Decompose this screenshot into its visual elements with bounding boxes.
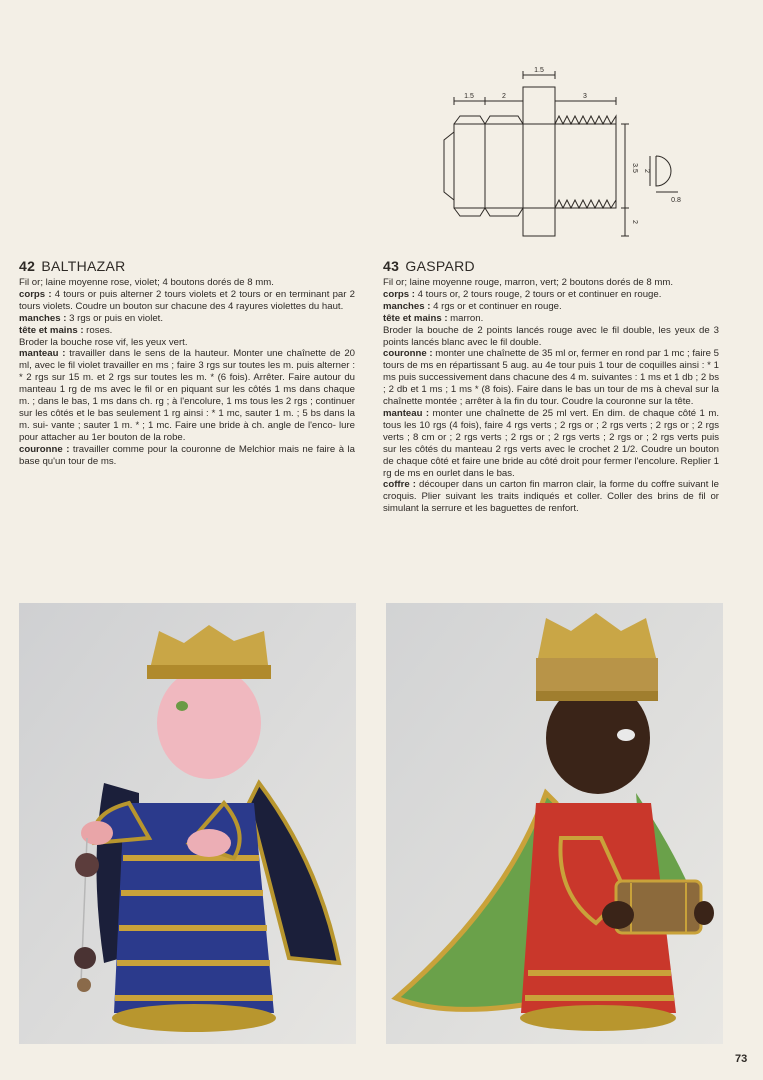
section-text: Broder la bouche rose vif, les yeux vert. [19,336,188,348]
section-text: 3 rgs or puis en violet. [66,312,163,324]
dim-side-b: 2 [631,220,638,224]
box-pattern-diagram [430,60,700,250]
balthazar-manches [19,313,355,325]
dim-small-b: 0.8 [671,197,681,204]
gaspard-coffre [383,479,719,515]
section-text: monter une chaînette de 35 ml or, fermer en rond par 1 mc ; faire 5 tours de ms en répartissant 5 aug. au 4e tour puis 1 tour de coquilles ainsi : * 1 ms puis successivement dans chacune des 4 m. suivantes : 1 ms et 1 db ; 2 bs ; 2 db et 1 ms ; 1 ms * (8 fois). Faire dans le bas un tour de ms à cheval sur la chaînette montée ; arrêter à la fin du tour. Coudre la couronne sur la tête. [383,348,719,408]
gaspard-tete-mains [383,313,719,325]
gaspard-manteau [383,408,719,479]
balthazar-name: BALTHAZAR [41,258,126,274]
gaspard-heading [383,258,719,274]
dim-left-a: 1.5 [464,93,474,100]
balthazar-manteau [19,348,355,443]
dim-side-a: 3.5 [631,163,638,173]
section-text: travailler dans le sens de la hauteur. Monter une chaînette de 20 ml, avec le fil violet travailler en ms ; faire 3 rgs sur toutes les m. puis alterner : * 2 rgs sur 15 m. et 2 rgs sur toutes les m. * (6 fois). Arrêter. Faire autour du manteau 1 rg de ms avec le fil or en piquant sur les côtés 1 ms dans chaque m. ; dans le bas, 1 ms dans ch. rg ; à l'encolure, 1 ms tous les 2 rgs ; continuer sur les côtés et le bas seulement 1 rg ainsi : * 1 mc, sauter 1 m. ; 5 bs dans la m. sui- vante ; sauter 1 m. * ; 1 mc. Faire une bride à ch. angle de l'enco- lure pour attacher au 1er bouton de la robe. [19,348,355,443]
balthazar-doll-illustration [19,603,356,1044]
balthazar-tete-mains [19,325,355,337]
section-text: travailler comme pour la couronne de Melchior mais ne faire à la base qu'un tour de ms. [19,443,355,467]
balthazar-corps [19,289,355,313]
balthazar-photo [19,603,356,1044]
section-label: tête et mains : [19,324,84,336]
section-text: Broder la bouche de 2 points lancés rouge avec le fil double, les yeux de 3 points lancés blanc avec le fil double. [383,324,719,348]
gaspard-couronne [383,348,719,408]
section-label: couronne : [383,348,433,360]
gaspard-manches [383,301,719,313]
section-label: tête et mains : [383,312,448,324]
section-text: marron. [447,312,484,324]
dim-small-a: 2 [643,169,650,173]
section-label: coffre : [383,479,416,491]
gaspard-intro: Fil or; laine moyenne rouge, marron, vert; 2 boutons dorés de 8 mm. [383,277,674,288]
balthazar-number: 42 [19,258,36,274]
section-text: découper dans un carton fin marron clair, la forme du coffre suivant le croquis. Plier suivant les traits indiqués et coller. Coller des brins de fil or simulant la serrure et les baguettes de renfort. [383,479,719,515]
section-text: roses. [83,324,113,336]
gaspard-photo [386,603,723,1044]
balthazar-broder [19,337,355,349]
balthazar-intro: Fil or; laine moyenne rose, violet; 4 boutons dorés de 8 mm. [19,277,274,288]
balthazar-instructions [19,258,355,468]
gaspard-number: 43 [383,258,400,274]
section-label: corps : [383,288,415,300]
section-text: 4 tours or puis alterner 2 tours violets et 2 tours or en terminant par 2 tours violets. Coudre un bouton sur chacune des 4 rayures violettes du haut. [19,288,355,312]
section-label: manches : [19,312,67,324]
gaspard-name: GASPARD [405,258,475,274]
dim-right: 3 [583,93,587,100]
gaspard-broder [383,325,719,349]
gaspard-doll-illustration [386,603,723,1044]
section-label: manteau : [19,348,66,360]
section-text: 4 rgs or et continuer en rouge. [430,300,562,312]
dim-top: 1.5 [534,67,544,74]
gaspard-instructions [383,258,719,515]
section-label: manteau : [383,407,430,419]
dim-left-b: 2 [502,93,506,100]
section-label: manches : [383,300,431,312]
gaspard-corps [383,289,719,301]
section-label: corps : [19,288,52,300]
section-text: 4 tours or, 2 tours rouge, 2 tours or et continuer en rouge. [415,288,662,300]
page-number: 73 [735,1053,748,1065]
balthazar-couronne [19,444,355,468]
balthazar-heading [19,258,355,274]
section-text: monter une chaînette de 25 ml vert. En dim. de chaque côté 1 m. tous les 10 rgs (4 fois), faire 4 rgs verts ; 2 rgs or ; 2 rgs verts ; 2 rgs or ; 2 rgs verts ; 8 cm or ; 2 rgs verts ; 2 rgs or ; 2 rgs verts ; 2 rgs or ; 2 rgs verts puis sur les côtés du manteau 2 rgs verts avec le crochet 2 1/2. Coudre un bouton de chaque côté et faire une bride au côté droit pour fermer l'encolure. Replier 1 rg de ms en ourlet dans le bas. [383,407,719,479]
section-label: couronne : [19,443,70,455]
